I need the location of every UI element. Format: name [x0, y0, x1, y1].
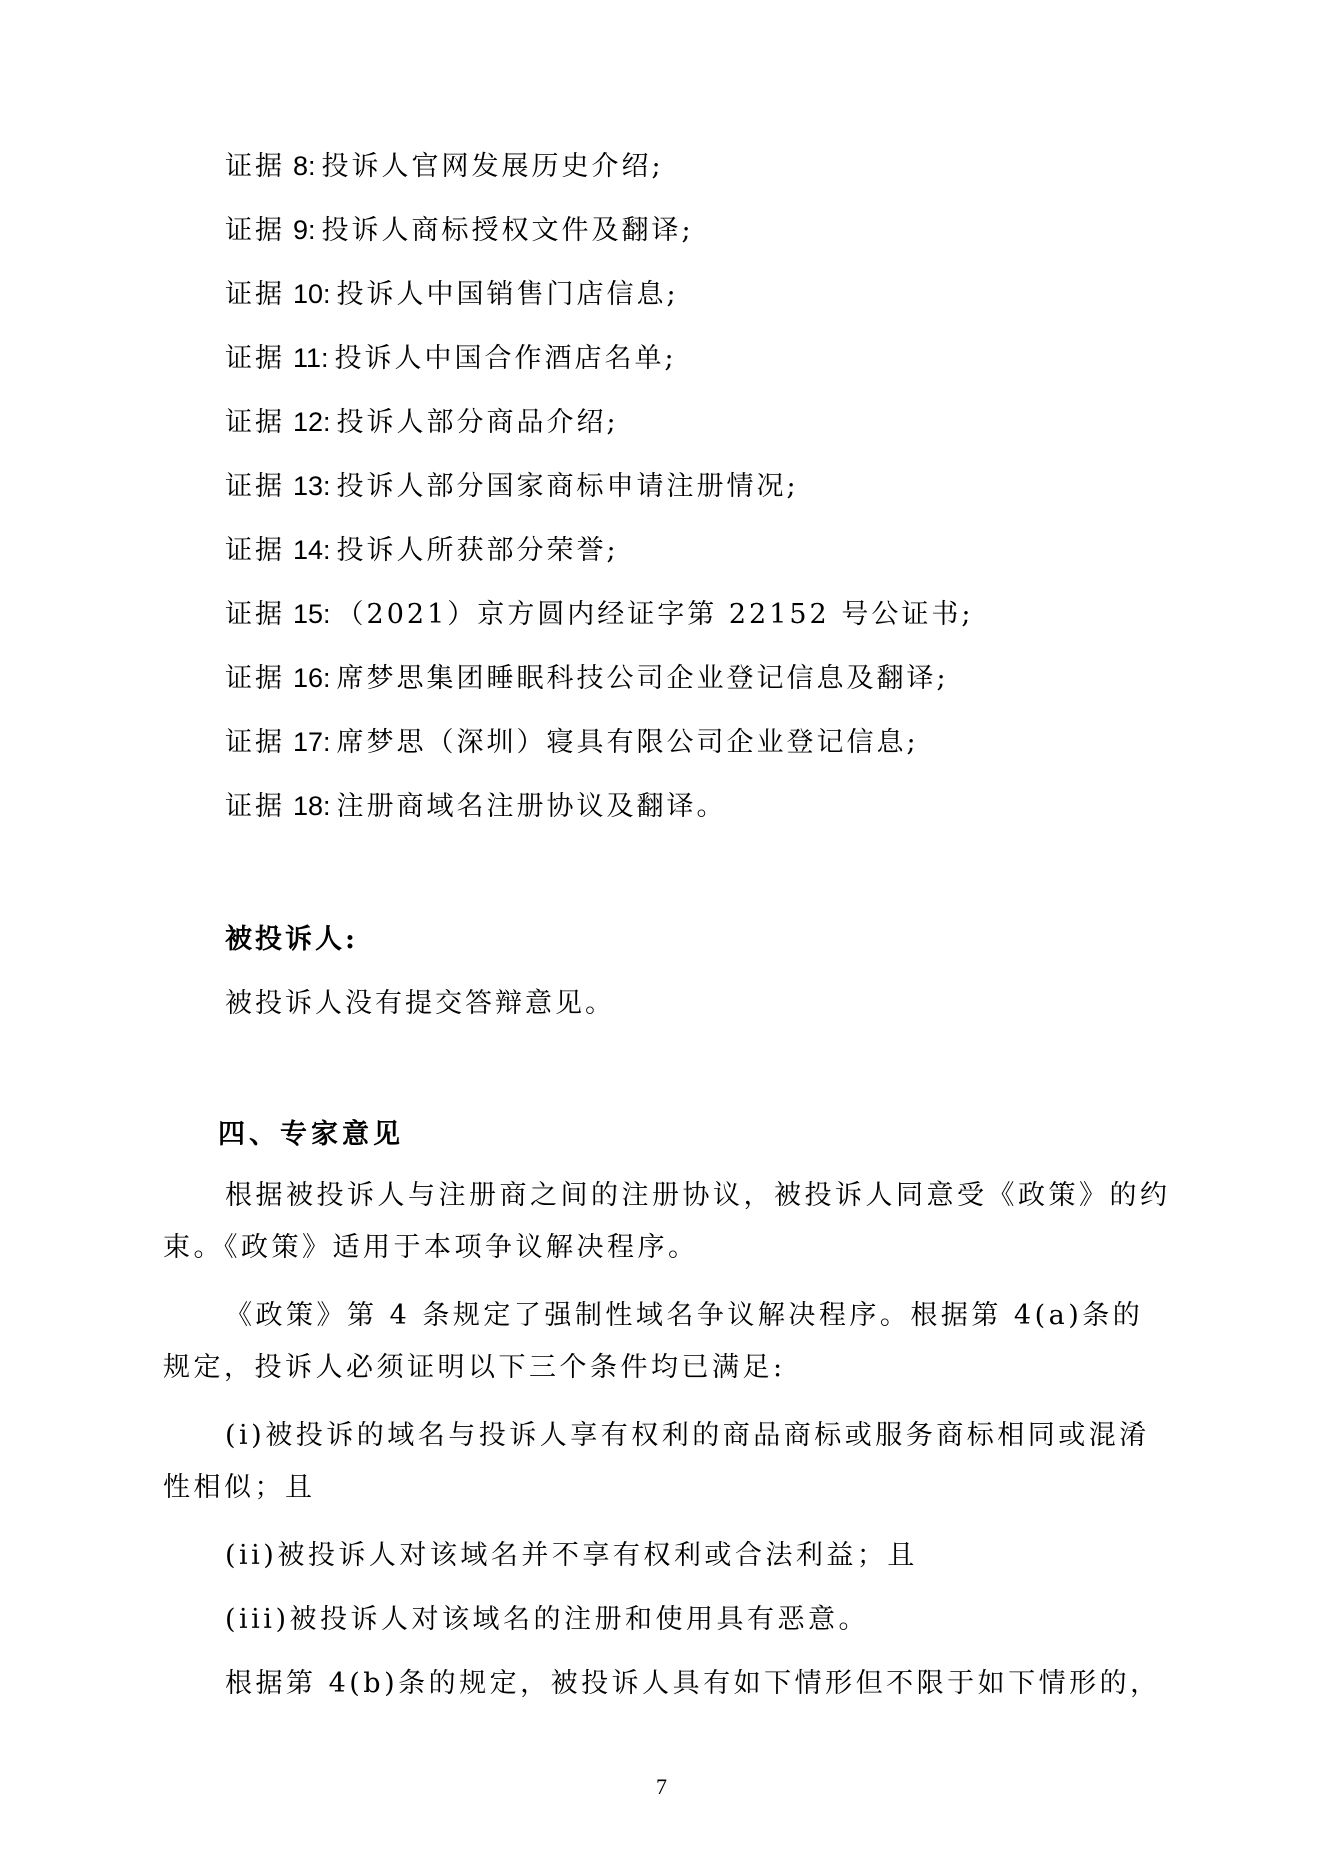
evidence-text: 投诉人部分国家商标申请注册情况; [336, 471, 799, 502]
paragraph: (i)被投诉的域名与投诉人享有权利的商品商标或服务商标相同或混淆性相似；且 [163, 1420, 1150, 1503]
evidence-prefix: 证据 [225, 407, 285, 438]
paragraph: (iii)被投诉人对该域名的注册和使用具有恶意。 [225, 1604, 869, 1635]
evidence-item [225, 210, 694, 251]
evidence-text: 投诉人官网发展历史介绍; [321, 151, 664, 182]
paragraph: (ii)被投诉人对该域名并不享有权利或合法利益；且 [225, 1540, 918, 1571]
respondent-text: 被投诉人没有提交答辩意见。 [225, 988, 615, 1019]
evidence-item [225, 146, 664, 187]
evidence-item [225, 402, 619, 443]
evidence-item [225, 594, 973, 635]
evidence-item [225, 722, 919, 763]
evidence-item [225, 658, 949, 699]
paragraph: 根据第 4(b)条的规定，被投诉人具有如下情形但不限于如下情形的， [225, 1668, 1161, 1699]
page-number: 7 [656, 1774, 667, 1799]
evidence-prefix: 证据 [225, 663, 285, 694]
evidence-text: （2021）京方圆内经证字第 22152 号公证书; [336, 599, 974, 630]
evidence-number: 9: [293, 215, 316, 245]
evidence-prefix: 证据 [225, 791, 285, 822]
evidence-prefix: 证据 [225, 343, 285, 374]
evidence-number: 17: [293, 727, 331, 757]
section-heading: 四、专家意见 [218, 1119, 404, 1150]
respondent-heading: 被投诉人: [225, 924, 358, 955]
paragraph: 根据被投诉人与注册商之间的注册协议，被投诉人同意受《政策》的约束。《政策》适用于本项争议解决程序。 [163, 1180, 1171, 1263]
evidence-text: 投诉人所获部分荣誉; [336, 535, 619, 566]
evidence-number: 8: [293, 151, 316, 181]
evidence-item [225, 338, 677, 379]
evidence-text: 投诉人部分商品介绍; [336, 407, 619, 438]
evidence-prefix: 证据 [225, 535, 285, 566]
evidence-text: 投诉人中国合作酒店名单; [334, 343, 677, 374]
evidence-number: 11: [293, 343, 329, 373]
evidence-prefix: 证据 [225, 279, 285, 310]
evidence-prefix: 证据 [225, 599, 285, 630]
evidence-number: 16: [293, 663, 331, 693]
evidence-number: 10: [293, 279, 331, 309]
evidence-text: 席梦思（深圳）寝具有限公司企业登记信息; [336, 727, 919, 758]
evidence-item [225, 786, 727, 827]
evidence-item [225, 530, 619, 571]
evidence-item [225, 466, 799, 507]
evidence-number: 12: [293, 407, 331, 437]
evidence-number: 13: [293, 471, 331, 501]
evidence-prefix: 证据 [225, 151, 285, 182]
evidence-text: 投诉人商标授权文件及翻译; [321, 215, 694, 246]
evidence-text: 席梦思集团睡眠科技公司企业登记信息及翻译; [336, 663, 949, 694]
evidence-number: 15: [293, 599, 331, 629]
evidence-text: 投诉人中国销售门店信息; [336, 279, 679, 310]
evidence-prefix: 证据 [225, 215, 285, 246]
paragraph: 《政策》第 4 条规定了强制性域名争议解决程序。根据第 4(a)条的规定，投诉人必须证明以下三个条件均已满足: [163, 1300, 1144, 1383]
evidence-text: 注册商域名注册协议及翻译。 [336, 791, 727, 822]
evidence-prefix: 证据 [225, 727, 285, 758]
evidence-prefix: 证据 [225, 471, 285, 502]
evidence-number: 18: [293, 791, 331, 821]
evidence-item [225, 274, 679, 315]
evidence-number: 14: [293, 535, 331, 565]
